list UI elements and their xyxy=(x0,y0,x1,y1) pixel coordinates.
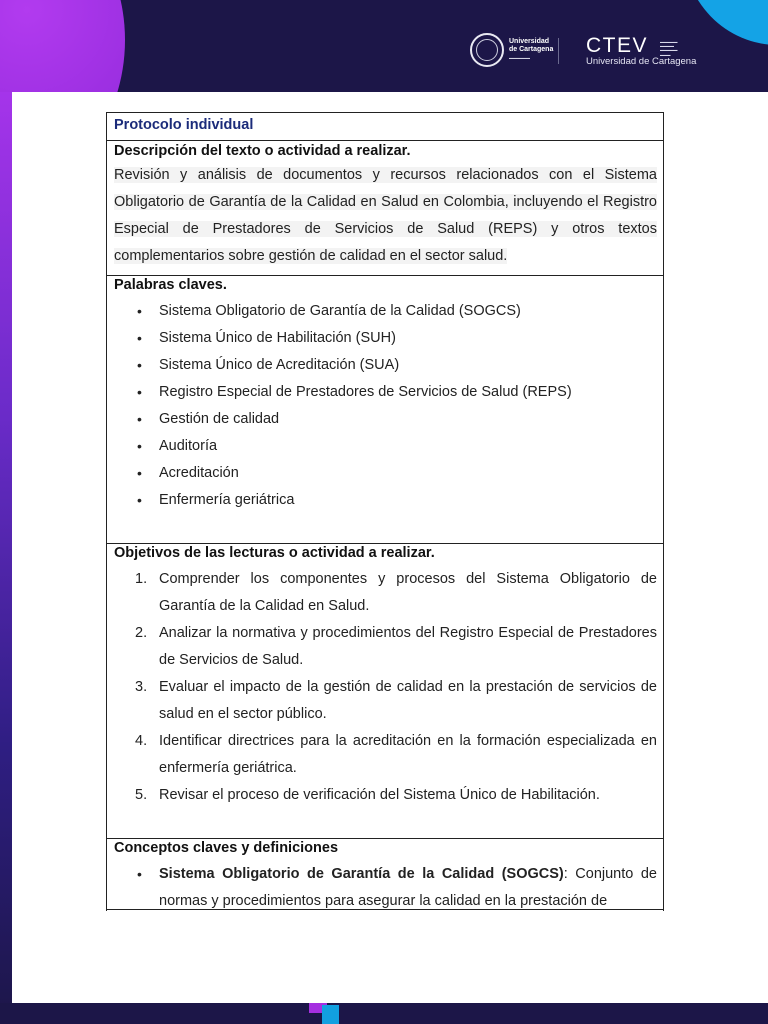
protocol-table xyxy=(106,112,664,911)
keywords-list xyxy=(114,298,657,514)
objective-item: 3. Evaluar el impacto de la gestión de calidad en la prestación de servicios de salud en el sector público. xyxy=(135,679,657,722)
keyword-item: • Acreditación xyxy=(159,460,657,487)
keyword-item: • Enfermería geriátrica xyxy=(159,487,657,514)
table-bottom-edge xyxy=(106,909,664,910)
objective-item: 2. Analizar la normativa y procedimientos del Registro Especial de Prestadores de Servicios de Salud. xyxy=(135,625,657,668)
decorative-purple-shape xyxy=(0,0,125,92)
keywords-heading: Palabras claves. xyxy=(114,277,227,293)
university-seal-icon xyxy=(470,33,504,67)
ctev-logo: CTEV ▬▬▬▬▬ ▬▬▬▬ ▬▬▬▬▬ ▬▬▬ Universidad de Cartagena xyxy=(586,34,697,67)
concept-term: Sistema Obligatorio de Garantía de la Calidad (SOGCS) xyxy=(159,866,564,882)
concepts-heading: Conceptos claves y definiciones xyxy=(114,840,339,856)
keyword-item: • Auditoría xyxy=(159,433,657,460)
header-band xyxy=(0,0,768,92)
footer-band xyxy=(0,1003,768,1024)
keyword-item: • Gestión de calidad xyxy=(159,406,657,433)
description-heading: Descripción del texto o actividad a realizar. xyxy=(114,143,411,159)
description-text: Revisión y análisis de documentos y recursos relacionados con el Sistema Obligatorio de Garantía de la Calidad en Salud en Colombia, incluyendo el Registro Especial de Prestadores de Servicios de Salud (REPS) y otros textos complementarios sobre gestión de calidad en el sector salud. xyxy=(114,167,657,264)
universidad-de-cartagena-logo: Universidad de Cartagena ▬▬▬▬▬▬ xyxy=(470,32,553,68)
logo-divider xyxy=(558,38,559,64)
keyword-item: • Registro Especial de Prestadores de Servicios de Salud (REPS) xyxy=(159,379,657,406)
keywords-cell xyxy=(107,276,663,544)
objective-item: 5. Revisar el proceso de verificación del Sistema Único de Habilitación. xyxy=(135,787,600,803)
document-page xyxy=(12,92,768,1003)
description-cell xyxy=(107,141,663,276)
left-gradient-rail xyxy=(0,92,12,1024)
udc-name-line2: de Cartagena xyxy=(509,46,554,53)
protocol-title: Protocolo individual xyxy=(114,117,254,133)
concept-item xyxy=(159,861,657,911)
concept-definition: : Conjunto de normas y procedimientos para asegurar la calidad en la prestación de xyxy=(159,866,657,909)
protocol-title-cell xyxy=(107,113,663,141)
objective-item: 1. Comprender los componentes y procesos del Sistema Obligatorio de Garantía de la Calidad en Salud. xyxy=(135,571,657,614)
objectives-cell xyxy=(107,544,663,839)
udc-name-line1: Universidad xyxy=(509,38,550,45)
concepts-list xyxy=(114,861,657,911)
objectives-list xyxy=(114,566,657,809)
keyword-item: • Sistema Único de Habilitación (SUH) xyxy=(159,325,657,352)
ctev-mark: CTEV xyxy=(586,34,649,57)
keyword-item: • Sistema Único de Acreditación (SUA) xyxy=(159,352,657,379)
objective-item: 4. Identificar directrices para la acreditación en la formación especializada en enfermería geriátrica. xyxy=(135,733,657,776)
keyword-item: • Sistema Obligatorio de Garantía de la Calidad (SOGCS) xyxy=(159,298,657,325)
objectives-heading: Objetivos de las lecturas o actividad a realizar. xyxy=(114,545,435,561)
concepts-cell xyxy=(107,839,663,911)
ctev-subtitle: Universidad de Cartagena xyxy=(586,56,697,67)
decorative-cyan-square xyxy=(322,1005,339,1024)
